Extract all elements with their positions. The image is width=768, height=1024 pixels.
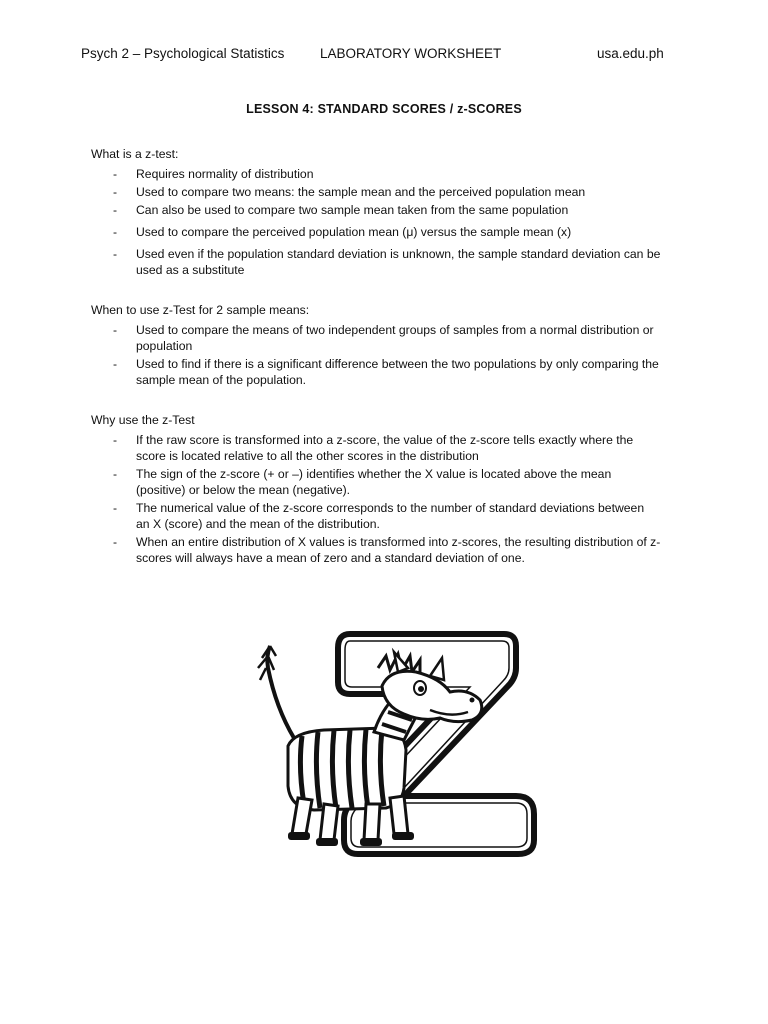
- list-item: - Can also be used to compare two sample mean taken from the same population: [113, 203, 569, 217]
- section-heading: When to use z-Test for 2 sample means:: [91, 303, 310, 317]
- section-heading: Why use the z-Test: [91, 413, 195, 427]
- list-item: - Used to compare two means: the sample mean and the perceived population mean: [113, 185, 586, 199]
- section-why-use: [91, 412, 691, 568]
- site-name: usa.edu.ph: [597, 46, 664, 61]
- list-item: - When an entire distribution of X values is transformed into z-scores, the resulting distribution of z-scores will always have a mean of zero and a standard deviation of one.: [113, 535, 661, 565]
- list-item: - If the raw score is transformed into a z-score, the value of the z-score tells exactly where the score is located relative to all the other scores in the distribution: [113, 433, 634, 463]
- list-item: - The numerical value of the z-score corresponds to the number of standard deviations between an X (score) and the mean of the distribution.: [113, 501, 645, 531]
- lesson-title: LESSON 4: STANDARD SCORES / z-SCORES: [246, 102, 522, 116]
- bullet-list: [91, 432, 691, 566]
- list-item: - The sign of the z-score (+ or –) identifies whether the X value is located above the mean (positive) or below the mean (negative).: [113, 467, 612, 497]
- document-type: LABORATORY WORKSHEET: [320, 46, 502, 61]
- bullet-list: [91, 322, 691, 388]
- section-heading: What is a z-test:: [91, 147, 179, 161]
- list-item: - Used to compare the perceived population mean (μ) versus the sample mean (x): [113, 225, 572, 239]
- section-when-to-use: [91, 302, 691, 390]
- zebra-letter-z-drawing: [254, 628, 544, 860]
- list-item: - Used to compare the means of two independent groups of samples from a normal distribution or population: [113, 323, 654, 353]
- zebra-letter-z-icon: [254, 628, 544, 860]
- section-what-is-z-test: [91, 146, 691, 280]
- list-item: - Requires normality of distribution: [113, 167, 314, 181]
- list-item: - Used even if the population standard deviation is unknown, the sample standard deviation can be used as a substitute: [113, 247, 661, 277]
- bullet-list: [91, 166, 691, 278]
- list-item: - Used to find if there is a significant difference between the two populations by only comparing the sample mean of the population.: [113, 357, 659, 387]
- page-header: [0, 46, 768, 64]
- course-name: Psych 2 – Psychological Statistics: [81, 46, 285, 61]
